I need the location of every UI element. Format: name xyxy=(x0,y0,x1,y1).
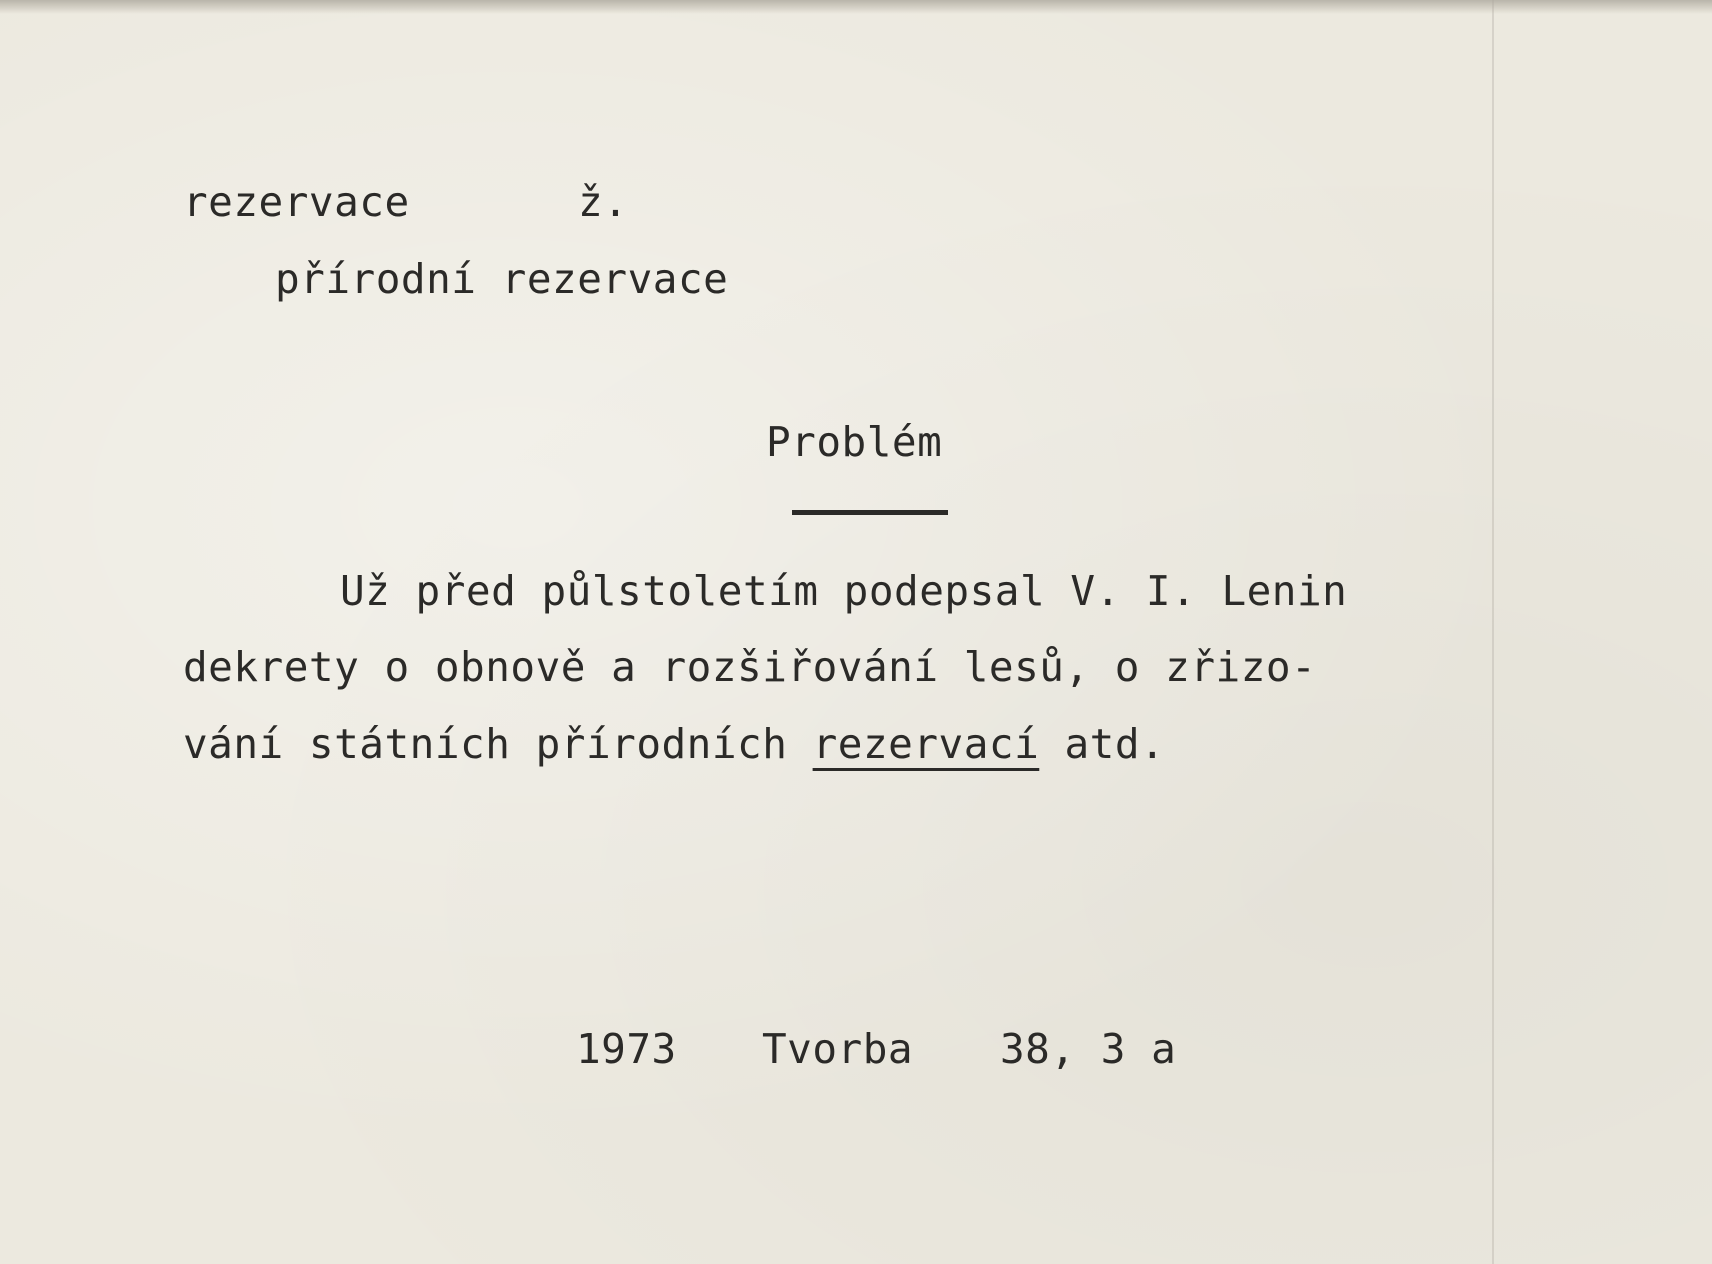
card-top-edge xyxy=(0,0,1712,14)
quote-line-2: dekrety o obnově a rozšiřování lesů, o zřizo- xyxy=(183,643,1317,691)
source-reference: 38, 3 a xyxy=(1000,1025,1177,1073)
gender-label: ž. xyxy=(578,178,629,226)
section-title-underline xyxy=(792,510,948,515)
phrase: přírodní rezervace xyxy=(275,255,729,303)
margin-rule xyxy=(1492,0,1494,1264)
quote-line-3 xyxy=(183,720,1165,768)
source-year: 1973 xyxy=(576,1025,677,1073)
quote-line-3-start: vání státních přírodních xyxy=(183,720,813,768)
section-title: Problém xyxy=(766,418,943,466)
highlighted-keyword: rezervací xyxy=(812,720,1040,768)
headword: rezervace xyxy=(183,178,410,226)
quote-line-1: Už před půlstoletím podepsal V. I. Lenin xyxy=(340,567,1348,615)
quote-line-3-end: atd. xyxy=(1039,720,1166,768)
source-publication: Tvorba xyxy=(762,1025,914,1073)
